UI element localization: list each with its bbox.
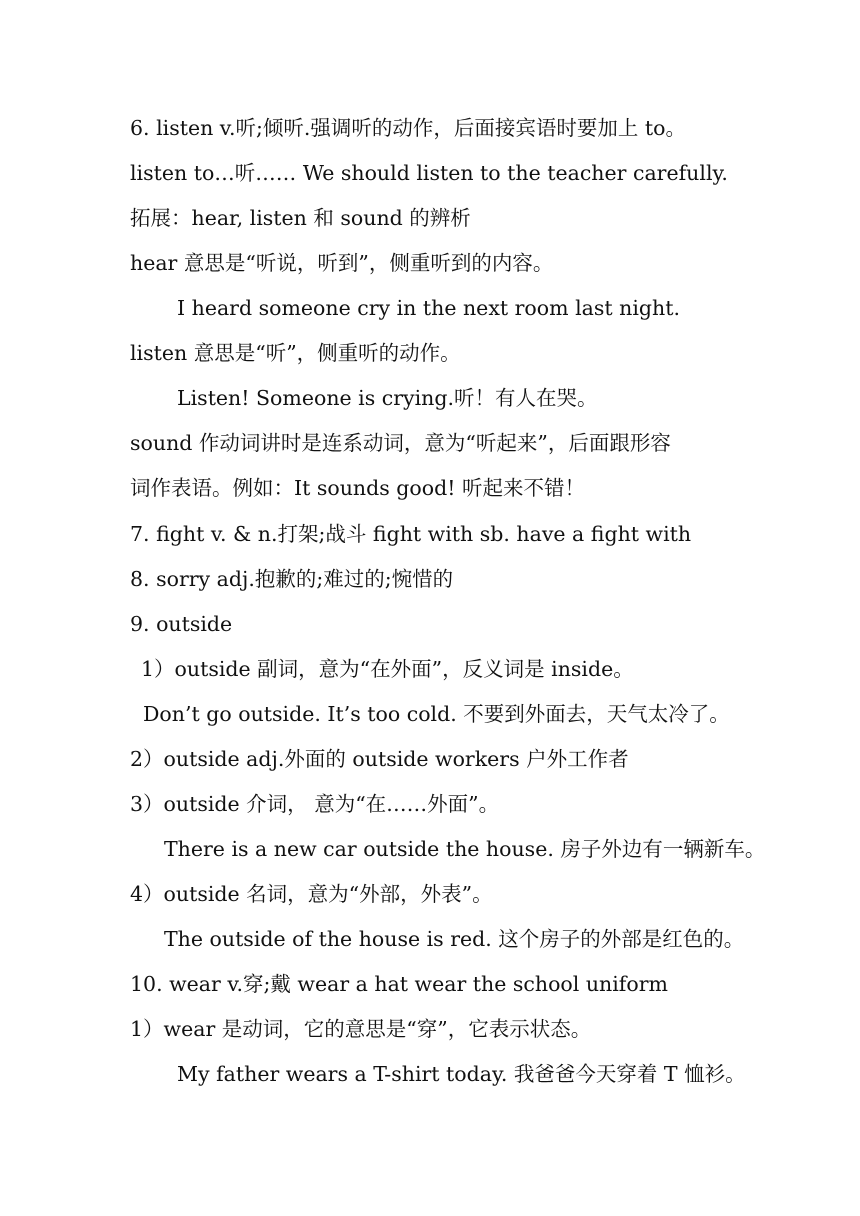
text-line: 词作表语。例如：It sounds good! 听起来不错！ <box>130 476 585 500</box>
text-line: 8. sorry adj.抱歉的;难过的;惋惜的 <box>130 567 454 591</box>
text-line: 10. wear v.穿;戴 wear a hat wear the school uniform <box>130 972 668 996</box>
text-line: 拓展：hear, listen 和 sound 的辨析 <box>130 206 471 230</box>
text-line: 1）outside 副词，意为“在外面”，反义词是 inside。 <box>141 657 634 681</box>
text-line: 6. listen v.听;倾听.强调听的动作，后面接宾语时要加上 to。 <box>130 116 686 140</box>
text-line: 7. fight v. & n.打架;战斗 fight with sb. have a fight with <box>130 522 692 546</box>
text-line: I heard someone cry in the next room last night. <box>177 296 680 320</box>
text-line: sound 作动词讲时是连系动词，意为“听起来”，后面跟形容 <box>130 431 671 455</box>
text-line: 4）outside 名词，意为“外部，外表”。 <box>130 882 493 906</box>
text-line: My father wears a T-shirt today. 我爸爸今天穿着 T 恤衫。 <box>177 1062 746 1086</box>
text-line: The outside of the house is red. 这个房子的外部是红色的。 <box>164 927 745 951</box>
text-line: 9. outside <box>130 612 233 636</box>
text-line: listen 意思是“听”，侧重听的动作。 <box>130 341 461 365</box>
text-line: hear 意思是“听说，听到”，侧重听到的内容。 <box>130 251 554 275</box>
text-line: Don’t go outside. It’s too cold. 不要到外面去，天气太冷了。 <box>143 702 730 726</box>
text-line: 3）outside 介词， 意为“在……外面”。 <box>130 792 500 816</box>
text-line: listen to…听…… We should listen to the teacher carefully. <box>130 161 728 185</box>
text-line: Listen! Someone is crying.听！有人在哭。 <box>177 386 598 410</box>
text-line: There is a new car outside the house. 房子外边有一辆新车。 <box>164 837 766 861</box>
text-line: 2）outside adj.外面的 outside workers 户外工作者 <box>130 747 629 771</box>
text-line: 1）wear 是动词，它的意思是“穿”，它表示状态。 <box>130 1017 592 1041</box>
